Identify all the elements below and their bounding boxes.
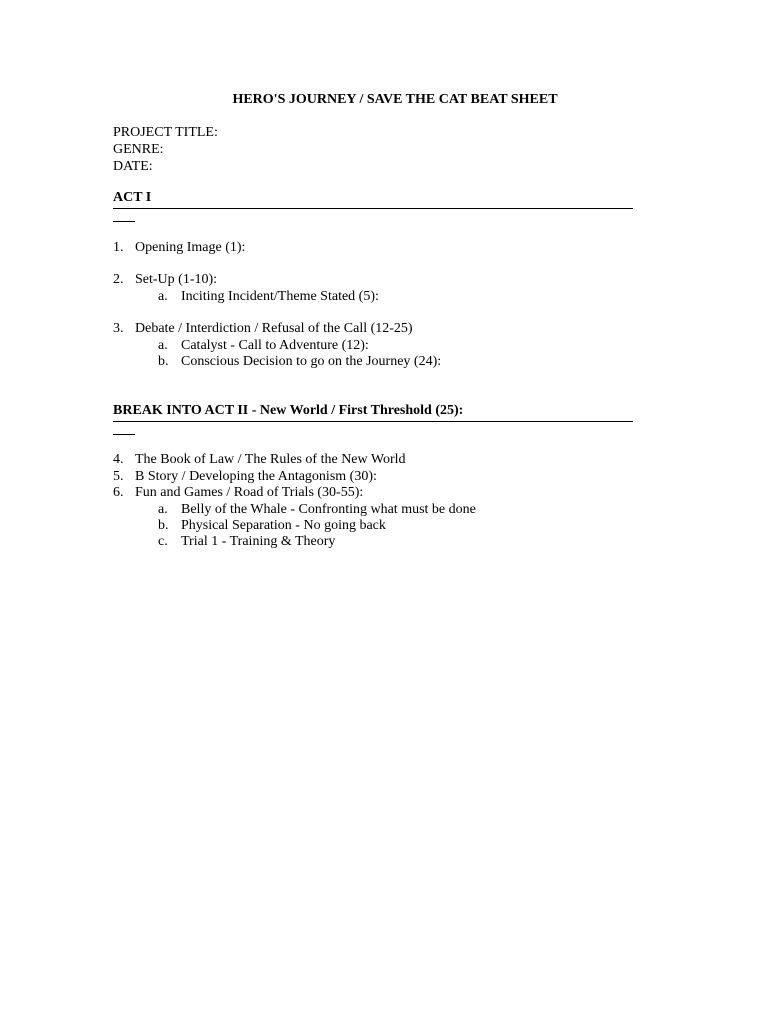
- section-short-rule: [113, 221, 135, 222]
- document-title: HERO'S JOURNEY / SAVE THE CAT BEAT SHEET: [232, 92, 558, 107]
- sub-item-marker: a.: [158, 502, 168, 517]
- list-item-text: Opening Image (1):: [135, 240, 246, 255]
- sub-item-marker: a.: [158, 289, 168, 304]
- list-item-text: B Story / Developing the Antagonism (30):: [135, 469, 377, 484]
- list-item-text: Set-Up (1-10):: [135, 272, 218, 287]
- section-heading-act-1: ACT I: [113, 190, 633, 209]
- date-label: DATE:: [113, 159, 153, 174]
- sub-item-text: Conscious Decision to go on the Journey (24):: [181, 354, 442, 369]
- list-item-text: Debate / Interdiction / Refusal of the Call (12-25): [135, 321, 413, 336]
- sub-item-marker: a.: [158, 338, 168, 353]
- sub-item-marker: c.: [158, 534, 168, 549]
- sub-item-text: Belly of the Whale - Confronting what must be done: [181, 502, 476, 517]
- sub-item-text: Physical Separation - No going back: [181, 518, 386, 533]
- list-item-marker: 4.: [113, 452, 124, 467]
- list-item-text: Fun and Games / Road of Trials (30-55):: [135, 485, 364, 500]
- genre-label: GENRE:: [113, 142, 164, 157]
- list-item-marker: 2.: [113, 272, 124, 287]
- sub-item-text: Catalyst - Call to Adventure (12):: [181, 338, 369, 353]
- list-item-marker: 5.: [113, 469, 124, 484]
- sub-item-marker: b.: [158, 518, 169, 533]
- sub-item-marker: b.: [158, 354, 169, 369]
- list-item-marker: 1.: [113, 240, 124, 255]
- list-item-marker: 6.: [113, 485, 124, 500]
- section-short-rule: [113, 434, 135, 435]
- sub-item-text: Trial 1 - Training & Theory: [181, 534, 336, 549]
- list-item-text: The Book of Law / The Rules of the New World: [135, 452, 406, 467]
- project-title-label: PROJECT TITLE:: [113, 125, 218, 140]
- sub-item-text: Inciting Incident/Theme Stated (5):: [181, 289, 379, 304]
- list-item-marker: 3.: [113, 321, 124, 336]
- section-heading-break-into-act-2: BREAK INTO ACT II - New World / First Threshold (25):: [113, 403, 633, 422]
